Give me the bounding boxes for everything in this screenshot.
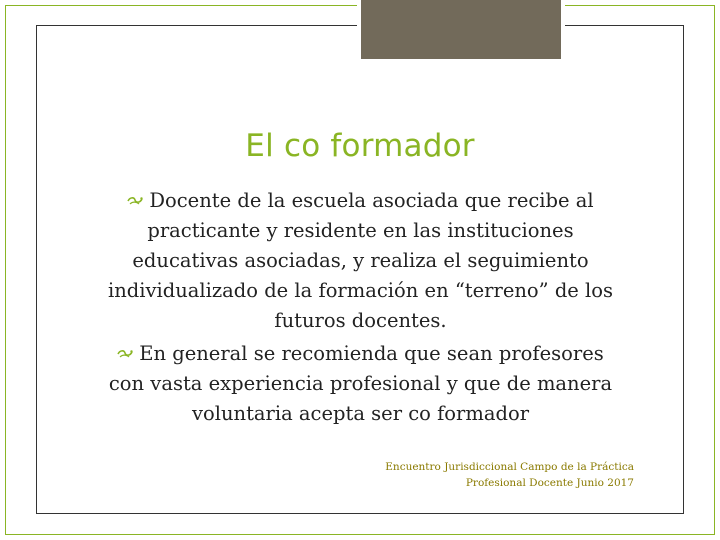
footer-line: Profesional Docente Junio 2017 bbox=[465, 477, 634, 489]
header-tab bbox=[361, 0, 561, 59]
bullet-text: En general se recomienda que sean profesores con vasta experiencia profesional y que de manera voluntaria acepta ser co formador bbox=[108, 342, 613, 425]
slide-title: El co formador bbox=[245, 128, 475, 164]
swirl-bullet-icon bbox=[127, 194, 143, 206]
bullet-item bbox=[98, 339, 623, 429]
bullet-text: Docente de la escuela asociada que recibe al practicante y residente en las instituciones educativas asociadas, y realiza el seguimiento individualizado de la formación en “terreno” de los futuros docentes. bbox=[107, 189, 614, 332]
slide-footer bbox=[314, 459, 634, 491]
footer-line: Encuentro Jurisdiccional Campo de la Práctica bbox=[385, 461, 634, 473]
bullet-item bbox=[98, 186, 623, 336]
swirl-bullet-icon bbox=[117, 347, 133, 359]
